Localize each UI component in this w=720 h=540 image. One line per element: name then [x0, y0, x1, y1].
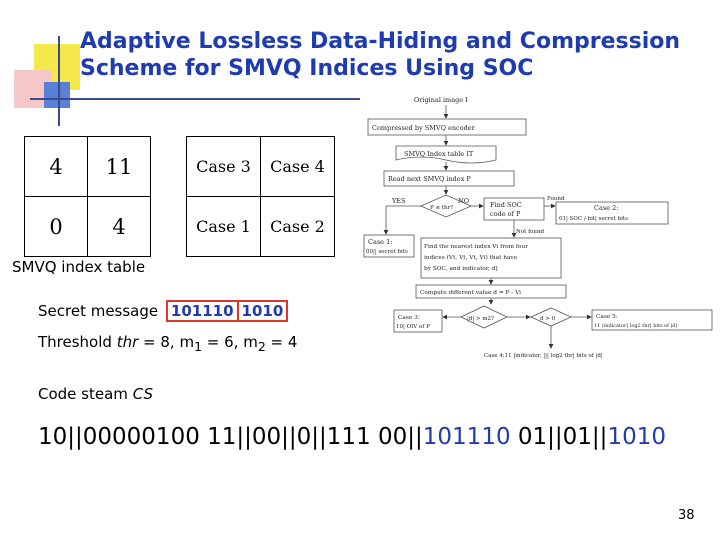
threshold-mid: = 6, m [202, 333, 258, 351]
flow-case5: Case 5: [596, 314, 618, 320]
flow-case1: Case 1: [368, 238, 393, 246]
flow-compressed: Compressed by SMVQ encoder [372, 124, 475, 132]
decor-square-blue [44, 82, 70, 108]
flow-read-next: Read next SMVQ index P [388, 175, 471, 183]
smvq-index-table [24, 136, 151, 257]
secret-message-label: Secret message [38, 302, 159, 320]
flow-no: NO [458, 197, 470, 205]
case-cell: Case 1 [187, 197, 261, 257]
flow-case3: Case 3: [398, 315, 420, 321]
case-cell: Case 3 [187, 137, 261, 197]
case-cell: Case 4 [261, 137, 335, 197]
case-table [186, 136, 335, 257]
code-stream-part-d: 1010 [607, 424, 666, 450]
flow-find-soc: Find SOC [490, 201, 522, 209]
flow-p-cond: P ≤ thr? [430, 205, 454, 211]
code-stream-label [38, 385, 153, 403]
threshold-sub2: 2 [257, 339, 266, 354]
index-cell: 0 [25, 197, 88, 257]
page-number: 38 [678, 508, 695, 523]
flow-case5-val: 11 |indicator| log2 thr| bits of |d| [594, 323, 678, 329]
flow-case4: Case 4:11 |indicator, ||| log2 thr| bits of |d| [484, 353, 603, 359]
index-cell: 4 [25, 137, 88, 197]
secret-part-2: 1010 [239, 300, 289, 322]
flow-find-nearest-2: indices (Vt, Vt, Vt, Vi) that have [424, 255, 518, 261]
secret-part-1: 101110 [166, 300, 239, 322]
index-cell: 4 [88, 197, 151, 257]
flow-case1-val: 00|| secret bits [366, 249, 408, 255]
flow-case2: Case 2: [594, 204, 619, 212]
code-stream-part-b: 101110 [422, 424, 511, 450]
code-stream [38, 424, 666, 450]
slide-title: Adaptive Lossless Data-Hiding and Compression Scheme for SMVQ Indices Using SOC [80, 29, 681, 81]
code-var: CS [132, 385, 153, 403]
threshold-sub1: 1 [194, 339, 203, 354]
threshold-rest: = 8, m [138, 333, 195, 351]
flow-compute: Compute different value d = P - Vi [420, 290, 522, 296]
flow-not-found: Not found [516, 229, 545, 235]
flow-index-table: SMVQ Index table IT [404, 150, 474, 158]
flow-find-nearest-3: by SOC, and indicator, d] [424, 266, 498, 272]
flow-case2-val: 01| SOC /-bit| secret bits [559, 216, 628, 222]
flow-original: Original image I [414, 96, 468, 104]
flow-case3-val: 10| OIV of P [396, 324, 430, 330]
code-stream-part-a: 10||00000100 11||00||0||111 00|| [38, 424, 423, 450]
index-table-caption: SMVQ index table [12, 258, 146, 276]
threshold-var: thr [116, 333, 139, 351]
code-stream-part-c: 01||01|| [510, 424, 608, 450]
code-label-text: Code steam [38, 385, 128, 403]
flow-d-cond: |d| > m2? [467, 316, 494, 322]
threshold-prefix: Threshold [38, 333, 117, 351]
flow-d-cond-2: d > 0 [540, 316, 556, 322]
case-cell: Case 2 [261, 197, 335, 257]
decor-vertical-line [58, 36, 60, 126]
threshold-line [38, 333, 297, 354]
secret-message-line [38, 300, 288, 322]
soc-flowchart [356, 90, 716, 370]
flow-yes: YES [392, 197, 406, 205]
decor-horizontal-line [30, 98, 360, 100]
flow-find-soc-2: code of P [490, 210, 521, 218]
index-cell: 11 [88, 137, 151, 197]
flow-found: Found [547, 196, 565, 202]
flow-find-nearest: Find the nearest index Vi from four [424, 244, 528, 250]
threshold-end: = 4 [265, 333, 298, 351]
